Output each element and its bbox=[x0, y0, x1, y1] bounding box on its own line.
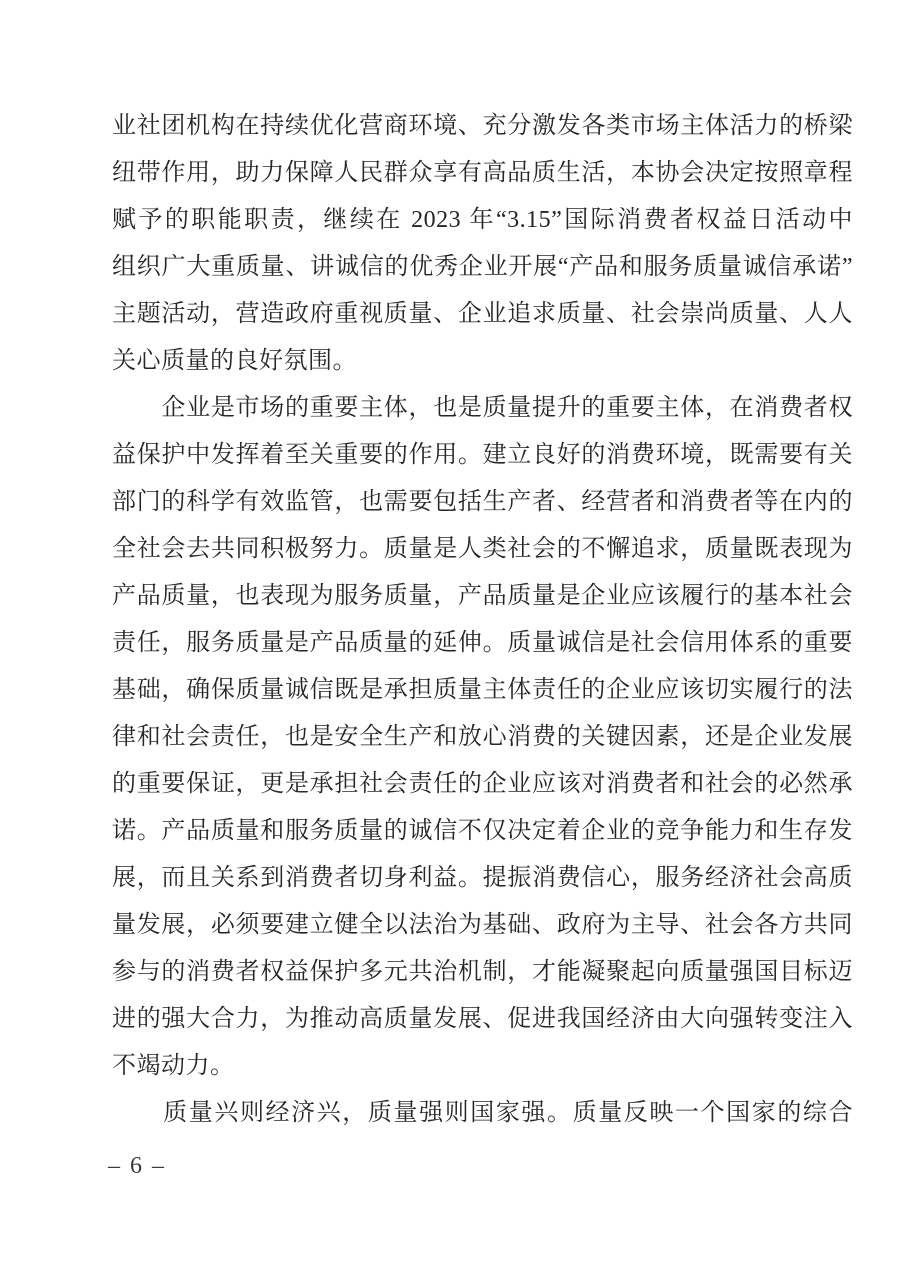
text-line: 关心质量的良好氛围。 bbox=[112, 348, 357, 374]
text-line: 进的强大合力，为推动高质量发展、促进我国经济由大向强转变注入 bbox=[112, 1006, 853, 1032]
page-number: – 6 – bbox=[108, 1153, 166, 1179]
text-line: 责任，服务质量是产品质量的延伸。质量诚信是社会信用体系的重要 bbox=[112, 630, 853, 656]
text-line: 质量兴则经济兴，质量强则国家强。质量反映一个国家的综合 bbox=[112, 1100, 853, 1126]
text-line: 量发展，必须要建立健全以法治为基础、政府为主导、社会各方共同 bbox=[112, 912, 853, 938]
text-line: 赋予的职能职责，继续在 2023 年“3.15”国际消费者权益日活动中 bbox=[112, 207, 853, 233]
text-line: 部门的科学有效监管，也需要包括生产者、经营者和消费者等在内的 bbox=[112, 489, 853, 515]
text-line: 组织广大重质量、讲诚信的优秀企业开展“产品和服务质量诚信承诺” bbox=[112, 254, 853, 280]
text-line: 不竭动力。 bbox=[112, 1053, 235, 1079]
text-line: 产品质量，也表现为服务质量，产品质量是企业应该履行的基本社会 bbox=[112, 583, 853, 609]
text-line: 益保护中发挥着至关重要的作用。建立良好的消费环境，既需要有关 bbox=[112, 442, 853, 468]
text-line: 企业是市场的重要主体，也是质量提升的重要主体，在消费者权 bbox=[112, 395, 853, 421]
text-line: 展，而且关系到消费者切身利益。提振消费信心，服务经济社会高质 bbox=[112, 865, 853, 891]
text-line: 主题活动，营造政府重视质量、企业追求质量、社会崇尚质量、人人 bbox=[112, 301, 853, 327]
text-line: 纽带作用，助力保障人民群众享有高品质生活，本协会决定按照章程 bbox=[112, 160, 853, 186]
text-line: 参与的消费者权益保护多元共治机制，才能凝聚起向质量强国目标迈 bbox=[112, 959, 853, 985]
text-line: 律和社会责任，也是安全生产和放心消费的关键因素，还是企业发展 bbox=[112, 724, 853, 750]
text-line: 全社会去共同积极努力。质量是人类社会的不懈追求，质量既表现为 bbox=[112, 536, 853, 562]
document-body bbox=[112, 103, 853, 1137]
text-line: 基础，确保质量诚信既是承担质量主体责任的企业应该切实履行的法 bbox=[112, 677, 853, 703]
text-line: 业社团机构在持续优化营商环境、充分激发各类市场主体活力的桥梁 bbox=[112, 113, 853, 139]
text-line: 的重要保证，更是承担社会责任的企业应该对消费者和社会的必然承 bbox=[112, 771, 853, 797]
text-line: 诺。产品质量和服务质量的诚信不仅决定着企业的竞争能力和生存发 bbox=[112, 818, 853, 844]
